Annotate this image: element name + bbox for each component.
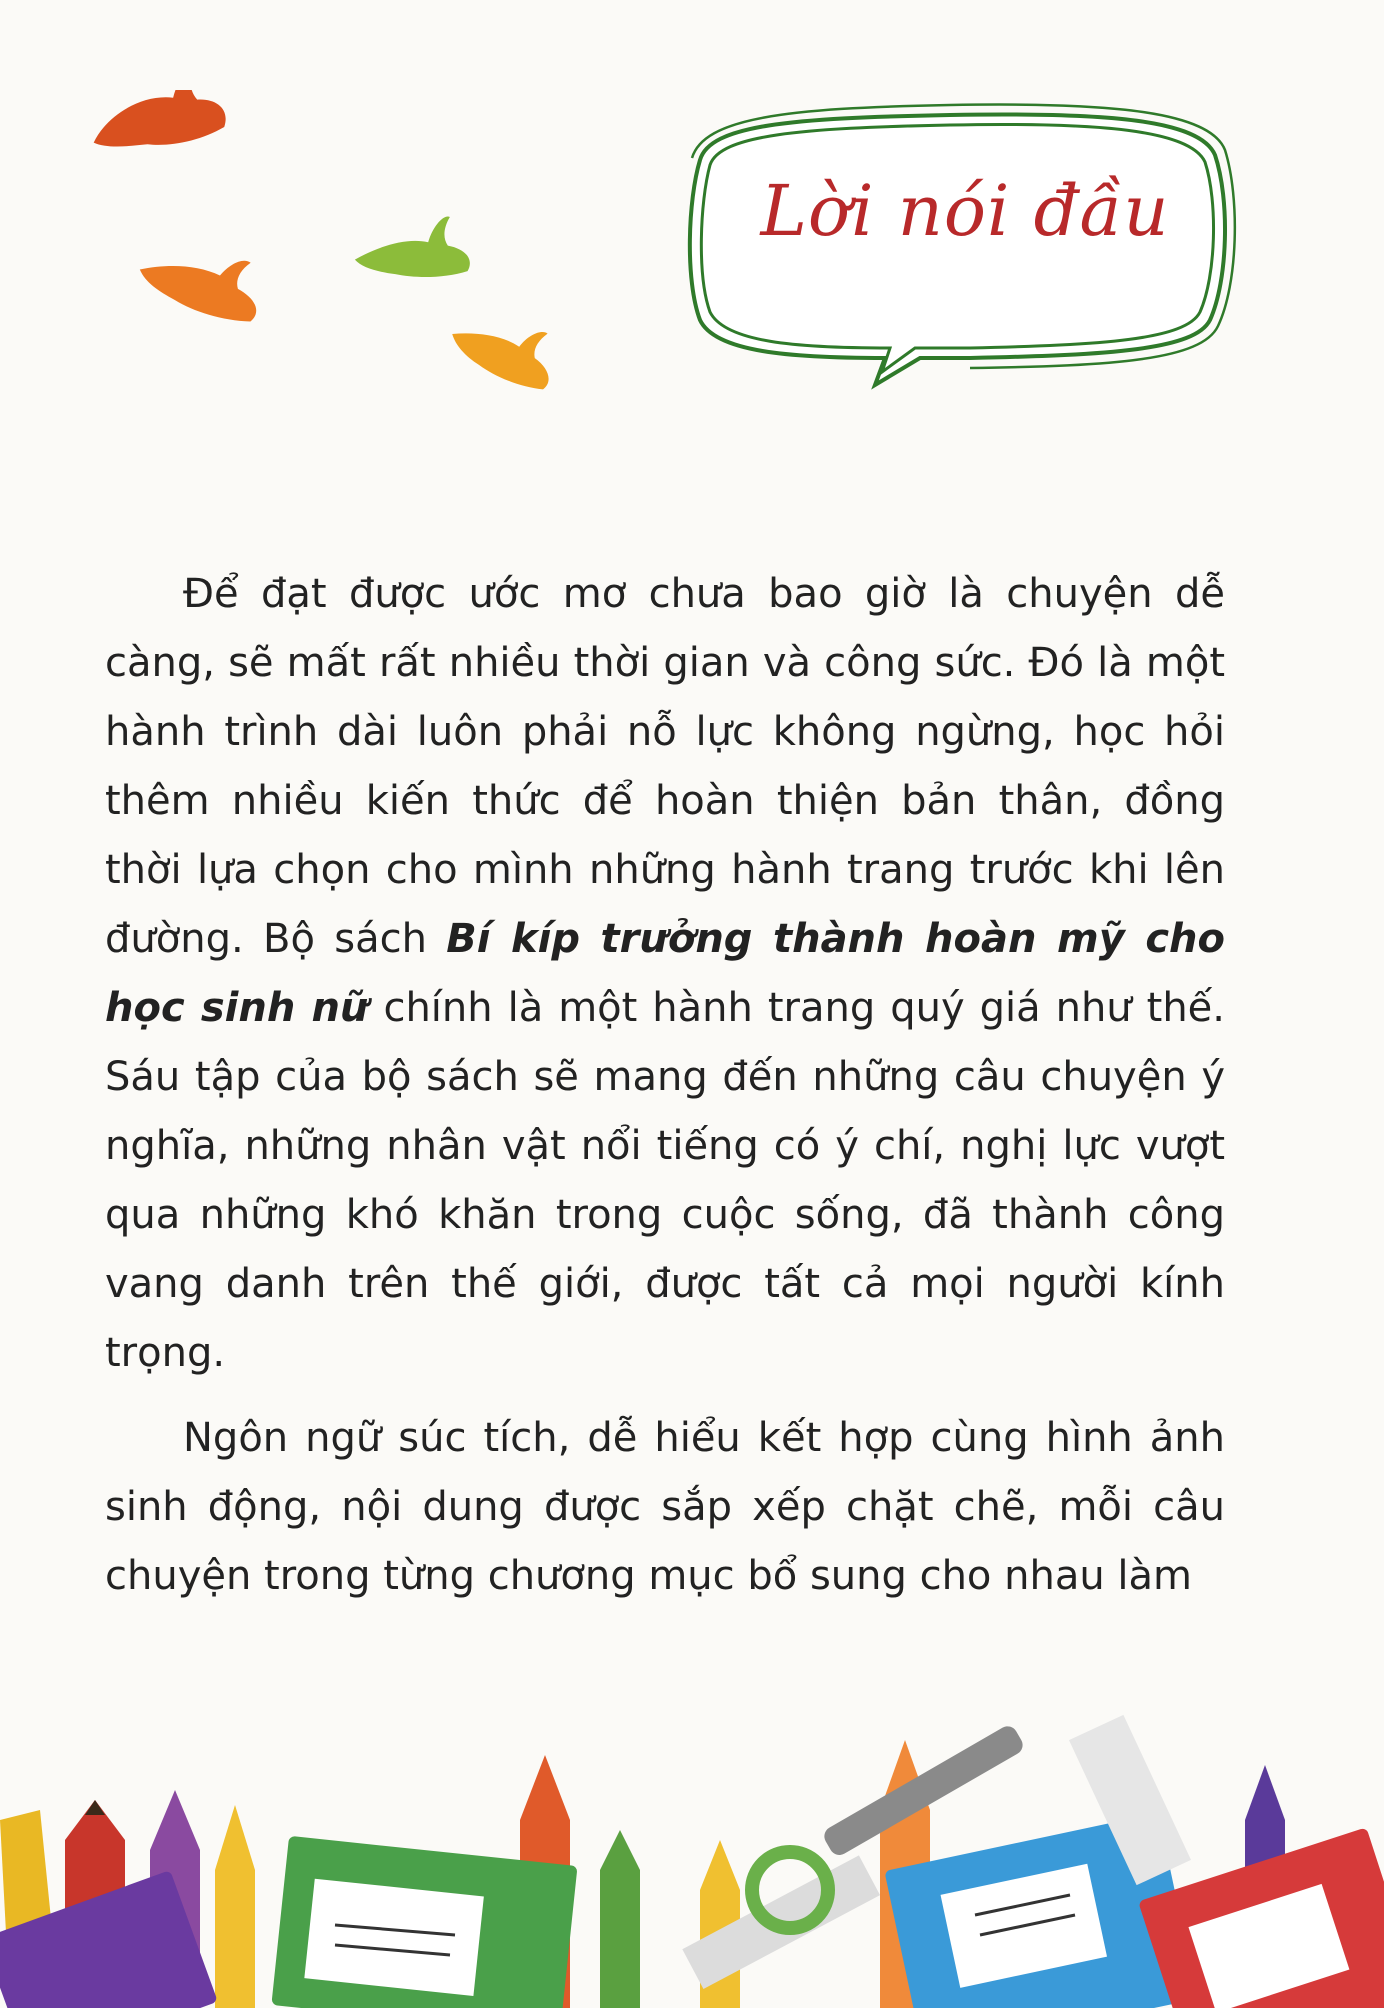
bird-icon (134, 243, 265, 324)
paragraph-1-rest: chính là một hành trang quý giá như thế. Sáu tập của bộ sách sẽ mang đến những câu chuyện ý nghĩa, những nhân vật nổi tiếng có ý chí, nghị lực vượt qua những khó khăn trong cuộc sống, đã thành công vang danh trên thế giới, được tất cả mọi người kính trọng. (105, 985, 1225, 1376)
flying-birds-illustration (60, 90, 580, 420)
body-text (105, 560, 1225, 1611)
school-supplies-illustration (0, 1700, 1384, 2008)
bird-icon (351, 214, 472, 288)
book-title: Bí kíp trưởng thành hoàn mỹ cho học sinh nữ (105, 916, 1225, 1031)
bird-icon (444, 309, 560, 391)
paragraph-1-intro: Để đạt được ước mơ chưa bao giờ là chuyện dễ càng, sẽ mất rất nhiều thời gian và công sức. Đó là một hành trình dài luôn phải nỗ lực không ngừng, học hỏi thêm nhiều kiến thức để hoàn thiện bản thân, đồng thời lựa chọn cho mình những hành trang trước khi lên đường. Bộ sách (105, 571, 1225, 962)
paragraph-2: Ngôn ngữ súc tích, dễ hiểu kết hợp cùng hình ảnh sinh động, nội dung được sắp xếp chặt chẽ, mỗi câu chuyện trong từng chương mục bổ sung cho nhau làm (105, 1415, 1225, 1599)
paragraph-1 (105, 560, 1225, 1388)
bird-icon (81, 90, 230, 173)
page-title: Lời nói đầu (760, 170, 1170, 252)
